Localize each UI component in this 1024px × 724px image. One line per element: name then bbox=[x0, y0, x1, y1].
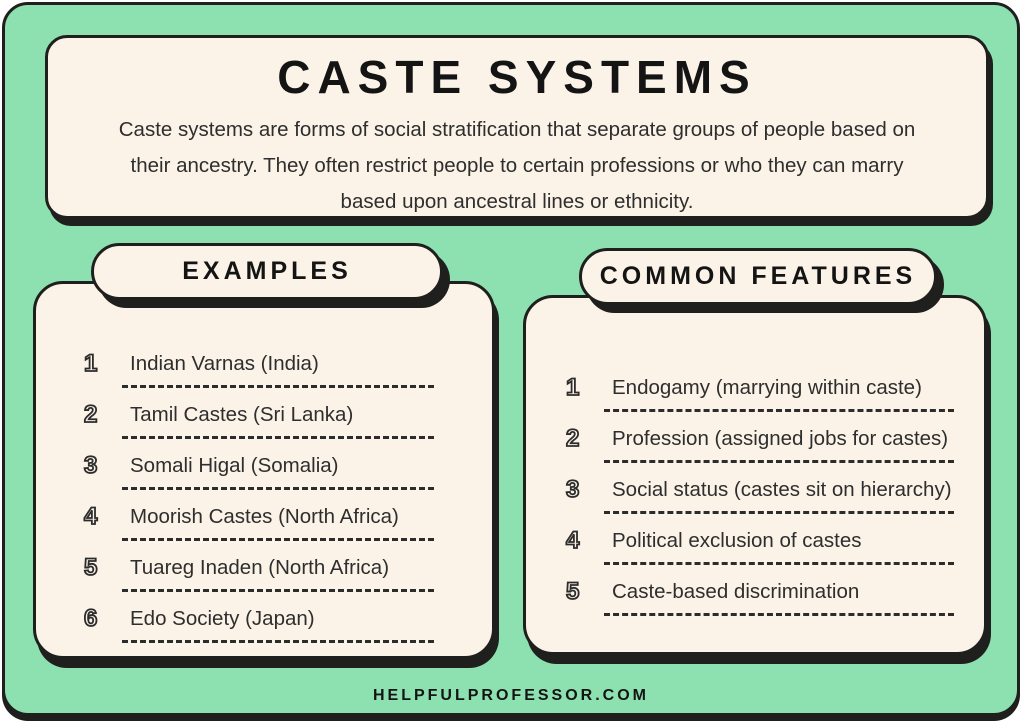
item-label: Profession (assigned jobs for castes) bbox=[604, 427, 954, 463]
common-features-title: COMMON FEATURES bbox=[599, 262, 917, 290]
examples-title: EXAMPLES bbox=[182, 257, 352, 285]
description-line: Caste systems are forms of social stratification that separate groups of people based on bbox=[118, 118, 916, 141]
item-number: 5 bbox=[84, 554, 98, 581]
item-label: Tamil Castes (Sri Lanka) bbox=[122, 403, 434, 439]
header-card bbox=[45, 35, 989, 219]
item-label: Somali Higal (Somalia) bbox=[122, 454, 434, 490]
description-line: based upon ancestral lines or ethnicity. bbox=[340, 190, 694, 213]
infographic-canvas bbox=[2, 2, 1020, 716]
item-label: Social status (castes sit on hierarchy) bbox=[604, 478, 954, 514]
list-item bbox=[558, 578, 954, 616]
page-title: CASTE SYSTEMS bbox=[277, 51, 757, 103]
item-number: 6 bbox=[84, 605, 98, 632]
item-label: Indian Varnas (India) bbox=[122, 352, 434, 388]
list-item bbox=[558, 476, 954, 514]
item-label: Tuareg Inaden (North Africa) bbox=[122, 556, 434, 592]
item-label: Moorish Castes (North Africa) bbox=[122, 505, 434, 541]
item-number: 1 bbox=[84, 350, 98, 377]
list-item bbox=[76, 401, 434, 439]
list-item bbox=[558, 425, 954, 463]
footer-site-url: HELPFULPROFESSOR.COM bbox=[372, 687, 649, 704]
list-item bbox=[76, 554, 434, 592]
examples-card bbox=[33, 281, 495, 659]
examples-header-pill bbox=[91, 243, 443, 300]
list-item bbox=[76, 503, 434, 541]
item-number: 3 bbox=[566, 476, 580, 503]
list-item bbox=[558, 527, 954, 565]
item-number: 1 bbox=[566, 374, 580, 401]
list-item bbox=[76, 605, 434, 643]
item-number: 2 bbox=[84, 401, 98, 428]
list-item bbox=[558, 374, 954, 412]
item-label: Edo Society (Japan) bbox=[122, 607, 434, 643]
item-label: Caste-based discrimination bbox=[604, 580, 954, 616]
item-number: 5 bbox=[566, 578, 580, 605]
item-label: Endogamy (marrying within caste) bbox=[604, 376, 954, 412]
item-number: 4 bbox=[84, 503, 98, 530]
common-features-header-pill bbox=[579, 248, 937, 305]
item-number: 3 bbox=[84, 452, 98, 479]
item-number: 2 bbox=[566, 425, 580, 452]
list-item bbox=[76, 350, 434, 388]
item-number: 4 bbox=[566, 527, 580, 554]
list-item bbox=[76, 452, 434, 490]
common-features-card bbox=[523, 295, 987, 655]
description-line: their ancestry. They often restrict people to certain professions or who they can marry bbox=[130, 154, 904, 177]
header-description bbox=[48, 112, 986, 220]
item-label: Political exclusion of castes bbox=[604, 529, 954, 565]
